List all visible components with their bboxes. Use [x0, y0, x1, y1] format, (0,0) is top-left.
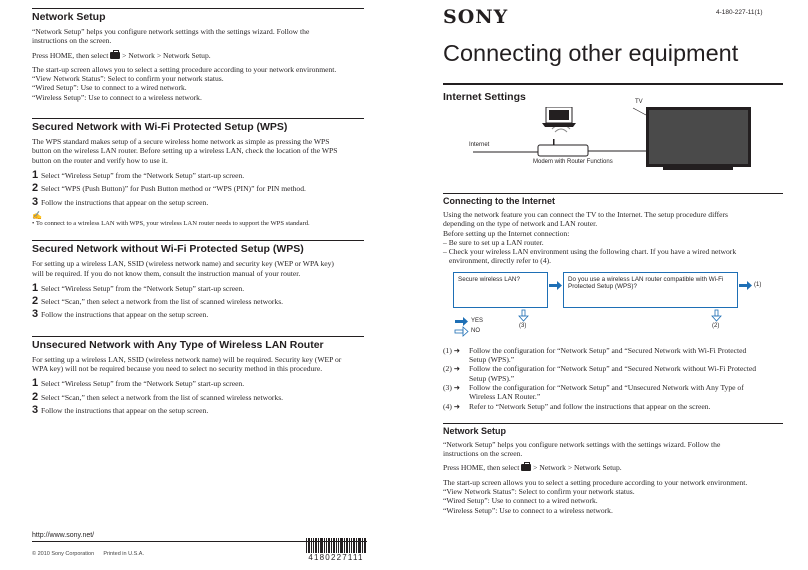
- result-1: (1): [754, 281, 762, 288]
- paragraph: WPA key) will not be required because you need to select no security method in this procedure.: [32, 364, 323, 374]
- list-item: – Be sure to set up a LAN router.: [443, 237, 544, 247]
- right-column: [443, 83, 783, 515]
- paragraph: “Network Setup” helps you configure network settings with the settings wizard. Follow the: [32, 27, 310, 36]
- part-number: 4-180-227-11(1): [716, 9, 763, 16]
- step-item: [32, 297, 364, 306]
- legend-no: NO: [471, 327, 480, 334]
- ref-key: (1) ➜: [443, 345, 461, 355]
- press-home-line: [443, 463, 783, 472]
- website-link[interactable]: http://www.sony.net/: [32, 532, 95, 539]
- arrow-down-icon: [519, 316, 528, 321]
- ref-line: Setup (WPS).”: [469, 373, 515, 383]
- list-item: “Wireless Setup”: Use to connect to a wireless network.: [443, 505, 613, 515]
- ref-line: Follow the configuration for “Network Setup” and “Unsecured Network with Any Type of: [469, 382, 744, 392]
- step-item: [32, 379, 364, 388]
- step-number: 1: [32, 168, 39, 181]
- paragraph: depending on the type of network and LAN router.: [443, 219, 598, 229]
- left-column: [32, 8, 364, 419]
- step-text: Select “Wireless Setup” from the “Network Setup” start-up screen.: [41, 170, 245, 180]
- note-text: • To connect to a wireless LAN with WPS, your wireless LAN router needs to support the WPS standard.: [32, 219, 310, 227]
- section-title-without-wps: Secured Network without Wi-Fi Protected Setup (WPS): [32, 243, 304, 256]
- reference-item: [443, 364, 783, 383]
- section-title-unsecured: Unsecured Network with Any Type of Wireless LAN Router: [32, 338, 324, 351]
- press-text: Press HOME, then select: [443, 463, 520, 473]
- ref-key: (3) ➜: [443, 382, 461, 392]
- ref-text: [469, 383, 744, 402]
- step-item: [32, 403, 364, 416]
- printed-in-text: Printed in U.S.A.: [103, 551, 144, 557]
- reference-item: [443, 346, 783, 365]
- step-number: 2: [32, 295, 39, 308]
- diagram-drawing: [443, 107, 783, 179]
- step-number: 3: [32, 195, 39, 208]
- list-item: “Wired Setup”: Use to connect to a wired network.: [443, 496, 598, 506]
- step-item: [32, 310, 364, 319]
- toolbox-icon: [521, 464, 531, 471]
- arrow-down-icon: [712, 316, 721, 321]
- ref-line: Refer to “Network Setup” and follow the instructions that appear on the screen.: [469, 401, 711, 411]
- step-text: Select “Scan,” then select a network from the list of scanned wireless networks.: [41, 392, 284, 402]
- step-item: [32, 168, 364, 181]
- paragraph: Before setting up the Internet connection:: [443, 228, 570, 238]
- list-item: “Wired Setup”: Use to connect to a wired network.: [32, 83, 187, 93]
- result-3: (3): [519, 322, 527, 329]
- ref-line: Setup (WPS).”: [469, 355, 515, 365]
- paragraph: button on the wireless LAN router. Before setting up a wireless LAN, check the location of the WPS: [32, 146, 338, 156]
- barcode: [306, 538, 366, 553]
- step-text: Select “WPS (Push Button)” for Push Button method or “WPS (PIN)” for PIN method.: [41, 184, 306, 194]
- ref-text: [469, 346, 746, 365]
- press-home-line: [32, 51, 364, 60]
- step-text: Select “Scan,” then select a network from the list of scanned wireless networks.: [41, 297, 284, 307]
- legend-yes-arrow-icon: [463, 317, 468, 326]
- step-number: 3: [32, 308, 39, 321]
- paragraph: instructions on the screen.: [443, 449, 523, 459]
- reference-item: [443, 402, 783, 411]
- arrow-right-icon: [747, 281, 752, 290]
- paragraph: For setting up a wireless LAN, SSID (wireless network name) will be required. Security key (WEP or: [32, 354, 342, 364]
- wireless-flowchart: [443, 272, 783, 340]
- ref-line: Follow the configuration for “Network Setup” and “Secured Network without Wi-Fi Protected: [469, 364, 756, 374]
- section-title-network-setup: Network Setup: [32, 11, 106, 23]
- list-item: environment, directly refer to (4).: [449, 256, 552, 266]
- ref-line: Follow the configuration for “Network Setup” and “Secured Network with Wi-Fi Protected: [469, 345, 747, 355]
- step-number: 3: [32, 403, 39, 416]
- press-path: > Network > Network Setup.: [533, 463, 622, 473]
- label-tv: TV: [635, 99, 643, 105]
- page-title: Connecting other equipment: [443, 40, 739, 66]
- modem-icon: [538, 145, 588, 156]
- step-number: 1: [32, 281, 39, 294]
- copyright-text: © 2010 Sony Corporation: [32, 551, 95, 557]
- step-item: [32, 390, 364, 403]
- label-internet: Internet: [469, 142, 490, 148]
- ref-key: (2) ➜: [443, 364, 461, 374]
- paragraph: will be required. If you do not know them, consult the instruction manual of your router.: [32, 268, 301, 278]
- step-item: [32, 195, 364, 208]
- paragraph: The start-up screen allows you to select a setting procedure according to your network environment.: [32, 64, 337, 74]
- list-item: “Wireless Setup”: Use to connect to a wireless network.: [32, 92, 202, 102]
- section-title-network-setup-right: Network Setup: [443, 425, 507, 436]
- reference-item: [443, 383, 783, 402]
- paragraph: The start-up screen allows you to select a setting procedure according to your network environment.: [443, 477, 748, 487]
- flow-question-secure: Secure wireless LAN?: [453, 272, 548, 308]
- legend-no-arrow-icon: [463, 327, 468, 336]
- paragraph: button on the router and verify how to use it.: [32, 155, 168, 165]
- step-text: Select “Wireless Setup” from the “Network Setup” start-up screen.: [41, 283, 245, 293]
- flow-question-wps: Do you use a wireless LAN router compatible with Wi-Fi Protected Setup (WPS)?: [563, 272, 738, 308]
- press-text: Press HOME, then select: [32, 50, 109, 60]
- step-number: 2: [32, 182, 39, 195]
- toolbox-icon: [110, 52, 120, 59]
- wifi-icon: [555, 129, 567, 132]
- list-item: – Check your wireless LAN environment using the following chart. If you have a wired network: [443, 247, 737, 257]
- note-pencil-icon: ✍: [32, 210, 42, 220]
- step-text: Select “Wireless Setup” from the “Network Setup” start-up screen.: [41, 379, 245, 389]
- paragraph: For setting up a wireless LAN, SSID (wireless network name) and security key (WEP or WPA key): [32, 259, 334, 269]
- list-item: “View Network Status”: Select to confirm your network status.: [443, 487, 635, 497]
- flow-arrows: [443, 272, 783, 340]
- barcode-number: 4180227111: [308, 553, 364, 562]
- arrow-right-icon: [557, 281, 562, 290]
- ref-key: (4) ➜: [443, 401, 461, 411]
- step-number: 1: [32, 377, 39, 390]
- section-title-internet-settings: Internet Settings: [443, 91, 526, 103]
- press-path: > Network > Network Setup.: [122, 50, 211, 60]
- step-number: 2: [32, 390, 39, 403]
- step-item: [32, 184, 364, 193]
- step-text: Follow the instructions that appear on the setup screen.: [41, 310, 209, 320]
- list-item: “View Network Status”: Select to confirm your network status.: [32, 74, 224, 84]
- label-modem: Modem with Router Functions: [533, 159, 613, 165]
- result-2: (2): [712, 322, 720, 329]
- paragraph: “Network Setup” helps you configure network settings with the settings wizard. Follow the: [443, 439, 721, 449]
- paragraph: instructions on the screen.: [32, 36, 112, 46]
- connection-diagram: [443, 99, 783, 179]
- step-text: Follow the instructions that appear on the setup screen.: [41, 197, 209, 207]
- step-item: [32, 281, 364, 294]
- copyright-line: [32, 551, 144, 557]
- ref-line: Wireless LAN Router.”: [469, 392, 541, 402]
- section-title-wps: Secured Network with Wi-Fi Protected Setup (WPS): [32, 121, 288, 134]
- paragraph: Using the network feature you can connect the TV to the Internet. The setup procedure differs: [443, 210, 728, 219]
- legend-yes: YES: [471, 317, 484, 324]
- step-text: Follow the instructions that appear on the setup screen.: [41, 405, 209, 415]
- paragraph: The WPS standard makes setup of a secure wireless home network as simple as pressing the WPS: [32, 137, 330, 147]
- ref-text: [469, 364, 756, 383]
- sony-logo: SONY: [443, 6, 509, 28]
- section-title-connecting: Connecting to the Internet: [443, 196, 555, 206]
